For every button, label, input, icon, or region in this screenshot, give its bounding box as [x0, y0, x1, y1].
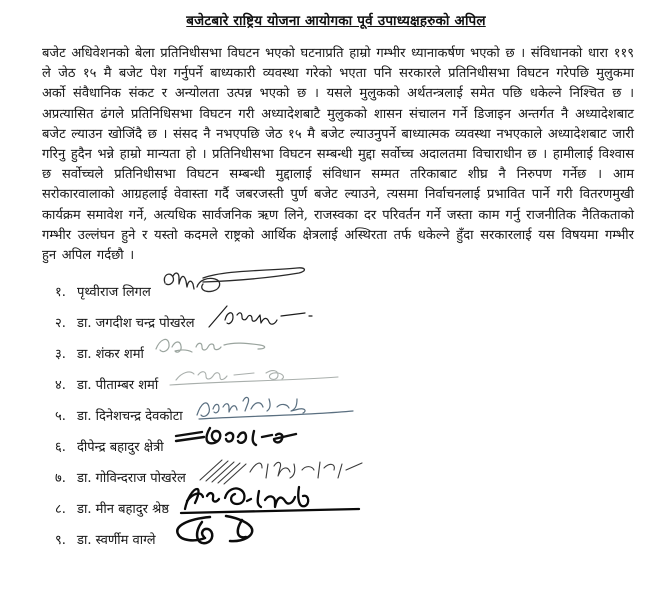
signatory-name: डा. स्वर्णीम वाग्ले: [77, 533, 156, 548]
signature-ink-5: [191, 393, 361, 425]
signatory-number: ८.: [55, 502, 66, 517]
signatory-name: डा. शंकर शर्मा: [77, 347, 144, 362]
signatory-row: [55, 373, 660, 395]
signatory-name: दीपेन्द्र बहादुर क्षेत्री: [77, 440, 164, 455]
signatory-row: [55, 528, 660, 550]
signatory-name: पृथ्वीराज लिगल: [77, 285, 151, 300]
signatory-name: डा. दिनेशचन्द्र देवकोटा: [77, 409, 183, 424]
signatory-number: ९.: [55, 533, 66, 548]
signatory-list: [55, 280, 660, 559]
signatory-row: [55, 404, 660, 426]
signature-ink-7: [194, 456, 374, 486]
signatory-name: डा. पीताम्बर शर्मा: [77, 378, 159, 393]
signature-ink-1: [159, 267, 309, 303]
signatory-number: १.: [55, 285, 66, 300]
signatory-number: ६.: [55, 440, 66, 455]
signature-ink-3: [152, 334, 282, 360]
signatory-number: ३.: [55, 347, 66, 362]
signatory-number: ४.: [55, 378, 66, 393]
signature-ink-4: [166, 364, 346, 392]
signatory-row: [55, 311, 660, 333]
signatory-row: [55, 435, 660, 457]
signature-ink-9: [164, 511, 284, 555]
signatory-name: डा. मीन बहादुर श्रेष्ठ: [77, 502, 169, 517]
signatory-name: डा. जगदीश चन्द्र पोखरेल: [77, 316, 195, 331]
signature-ink-2: [203, 302, 323, 330]
signatory-row: [55, 497, 660, 519]
signatory-row: [55, 342, 660, 364]
signatory-number: ७.: [55, 471, 66, 486]
page-title: बजेटबारे राष्ट्रिय योजना आयोगका पूर्व उपाध्यक्षहरुको अपिल: [186, 13, 486, 29]
signatory-row: [55, 280, 660, 302]
appeal-body-paragraph: बजेट अधिवेशनको बेला प्रतिनिधीसभा विघटन भएको घटनाप्रति हाम्रो गम्भीर ध्यानाकर्षण भएको छ । संविधानको धारा ११९ ले जेठ १५ मै बजेट पेश गर्नुपर्ने बाध्यकारी व्यवस्था गरेको भएता पनि सरकारले प्रतिनिधीसभा विघटन गरेपछि मुलुकमा अर्को संवैधानिक संकट र अन्योलता उत्पन्न भएको छ । यसले मुलुकको अर्थतन्त्रलाई समेत पछि धकेल्ने निश्चित छ । अप्रत्यासित ढंगले प्रतिनिधिसभा विघटन गरी अध्यादेशबाटै मुलुकको शासन संचालन गर्ने डिजाइन अन्तर्गत नै अध्यादेशबाट बजेट ल्याउन खोजिंदै छ । संसद नै नभएपछि जेठ १५ मै बजेट ल्याउनुपर्ने बाध्यात्मक व्यवस्था नभएकाले अध्यादेशबाट जारी गरिनु हुदैन भन्ने हाम्रो मान्यता हो । प्रतिनिधीसभा विघटन सम्बन्धी मुद्दा सर्वोच्च अदालतमा विचाराधीन छ । हामीलाई विश्वास छ सर्वोच्चले प्रतिनिधीसभा विघटन सम्बन्धी मुद्दालाई संविधान सम्मत तरिकाबाट शीघ्र नै निरुपण गर्नेछ । आम सरोकारवालाको आग्रहलाई वेवास्ता गर्दै जबरजस्ती पुर्ण बजेट ल्याउने, त्यसमा निर्वाचनलाई प्रभावित पार्ने गरी वितरणमुखी कार्यक्रम समावेश गर्ने, अत्यधिक सार्वजनिक ऋण लिने, राजस्वका दर परिवर्तन गर्ने जस्ता काम गर्नु राजनीतिक नैतिकताको गम्भीर उल्लंघन हुने र यस्तो कदमले राष्ट्रको आर्थिक क्षेत्रलाई अस्थिरता तर्फ धकेल्ने हुँदा सरकारलाई यस विषयमा गम्भीर हुन अपिल गर्दछौ ।: [42, 46, 634, 264]
signatory-number: २.: [55, 316, 66, 331]
signature-ink-6: [172, 424, 322, 456]
signatory-name: डा. गोविन्दराज पोखरेल: [77, 471, 186, 486]
signatory-number: ५.: [55, 409, 66, 424]
